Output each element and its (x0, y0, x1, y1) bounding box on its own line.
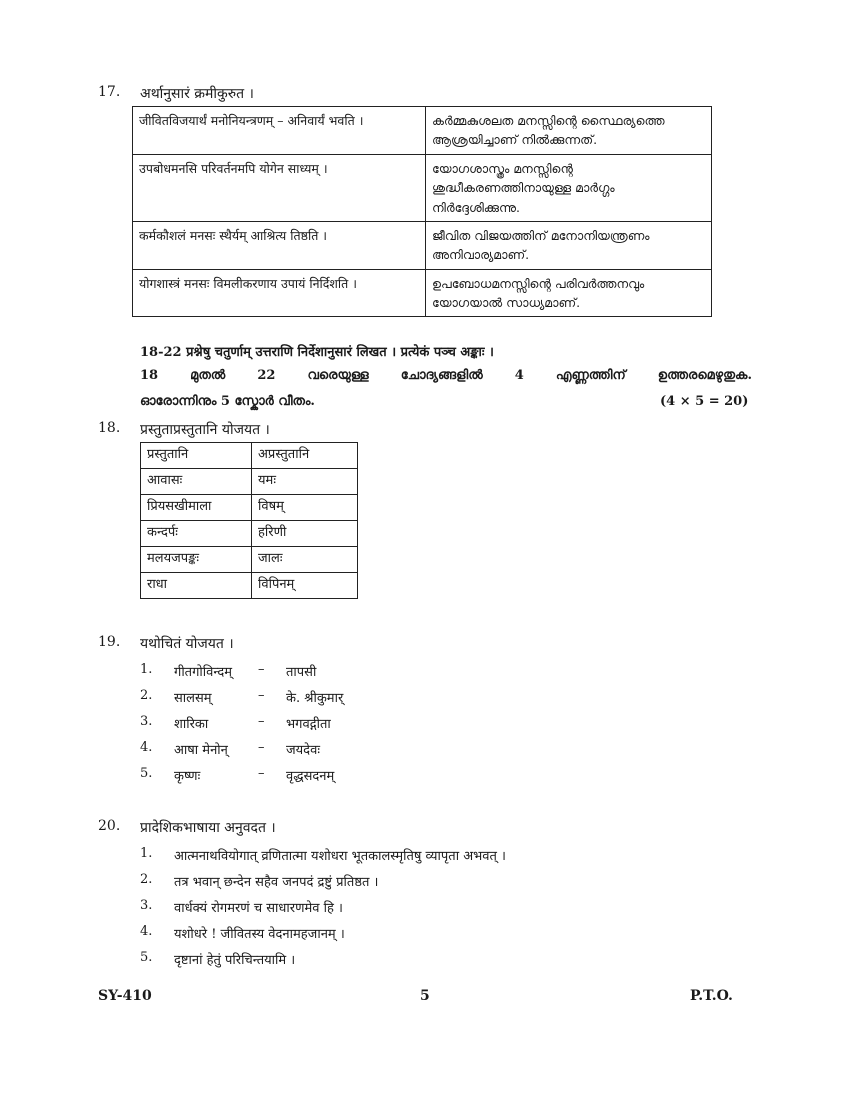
table-cell: जालः (252, 547, 358, 573)
list-item-number: 5. (140, 950, 153, 965)
list-item-number: 1. (140, 846, 153, 861)
translate-sentence: यशोधरे ! जीवितस्य वेदनामहजानम् । (174, 927, 345, 942)
match-left: शारिका (174, 717, 209, 732)
instruction-word: 4 (514, 368, 524, 383)
q18-title: प्रस्तुताप्रस्तुतानि योजयत । (140, 422, 270, 438)
table-cell: विषम् (252, 495, 358, 521)
match-left: कृष्णः (174, 769, 201, 784)
instruction-malayalam-line1 (140, 368, 752, 383)
table-cell: हरिणी (252, 521, 358, 547)
table-row (133, 221, 712, 269)
marks-label: (4 × 5 = 20) (660, 394, 749, 409)
q20-number: 20. (98, 818, 121, 834)
list-item-number: 5. (140, 766, 153, 781)
q20-title: प्रादेशिकभाषाया अनुवदत । (140, 820, 276, 836)
instruction-word: ചോദ്യങ്ങളിൽ (400, 368, 483, 383)
q19-number: 19. (98, 634, 121, 650)
match-right: तापसी (286, 665, 317, 680)
list-item-number: 4. (140, 740, 153, 755)
translate-sentence: आत्मनाथवियोगात् व्रणितात्मा यशोधरा भूतकालस्मृतिषु व्यापृता अभवत् । (174, 849, 506, 864)
table-row (133, 269, 712, 317)
pto-label: P.T.O. (690, 988, 733, 1004)
match-left: गीतगोविन्दम् (174, 665, 233, 680)
paper-code: SY-410 (98, 988, 152, 1004)
table-cell: विपिनम् (252, 573, 358, 599)
q18-number: 18. (98, 420, 121, 436)
instruction-word: 18 (140, 368, 159, 383)
table-row (141, 495, 358, 521)
list-item-number: 3. (140, 898, 153, 913)
instruction-word: 22 (257, 368, 276, 383)
translate-sentence: वार्धक्यं रोगमरणं च साधारणमेव हि । (174, 901, 343, 916)
table-cell: कन्दर्पः (141, 521, 252, 547)
match-right: के. श्रीकुमार् (286, 691, 344, 706)
instruction-word: വരെയുള്ള (307, 368, 369, 383)
match-dash: – (258, 662, 265, 677)
q17-sanskrit-cell: जीवितविजयार्थं मनोनियन्त्रणम् – अनिवार्यं भवति । (133, 107, 426, 155)
q17-sanskrit-cell: कर्मकौशलं मनसः स्थैर्यम् आश्रित्य तिष्ठति । (133, 221, 426, 269)
q17-malayalam-cell: ജീവിത വിജയത്തിന് മനോനിയന്ത്രണം അനിവാര്യമാണ്. (426, 221, 712, 269)
q18-table (140, 442, 358, 599)
table-row (133, 107, 712, 155)
translate-sentence: तत्र भवान् छन्देन सहैव जनपदं द्रष्टुं प्रतिष्ठत । (174, 875, 379, 890)
q17-malayalam-cell: കർമ്മകുശലത മനസ്സിന്റെ സ്ഥൈര്യത്തെ ആശ്രയിച്ചാണ് നിൽക്കുന്നത്. (426, 107, 712, 155)
column-header: अप्रस्तुतानि (252, 443, 358, 469)
match-right: जयदेवः (286, 743, 320, 758)
table-header-row (141, 443, 358, 469)
match-right: भगवद्गीता (286, 717, 331, 732)
table-cell: मलयजपङ्कः (141, 547, 252, 573)
match-dash: – (258, 688, 265, 703)
q17-title: अर्थानुसारं क्रमीकुरुत । (140, 86, 254, 102)
instruction-word: മുതൽ (190, 368, 226, 383)
q19-title: यथोचितं योजयत । (140, 636, 234, 652)
table-row (141, 521, 358, 547)
q17-sanskrit-cell: उपबोधमनसि परिवर्तनमपि योगेन साध्यम् । (133, 154, 426, 221)
match-dash: – (258, 766, 265, 781)
instruction-word: ഉത്തരമെഴുതുക. (657, 368, 752, 383)
list-item-number: 2. (140, 688, 153, 703)
column-header: प्रस्तुतानि (141, 443, 252, 469)
q17-number: 17. (98, 84, 121, 100)
table-row (133, 154, 712, 221)
table-row (141, 469, 358, 495)
table-row (141, 547, 358, 573)
list-item-number: 2. (140, 872, 153, 887)
table-cell: यमः (252, 469, 358, 495)
q17-malayalam-cell: യോഗശാസ്ത്രം മനസ്സിന്റെ ശുദ്ധീകരണത്തിനായുള്ള മാർഗ്ഗം നിർദ്ദേശിക്കുന്നു. (426, 154, 712, 221)
match-dash: – (258, 740, 265, 755)
instruction-sanskrit: 18-22 प्रश्नेषु चतुर्णाम् उत्तराणि निर्देशानुसारं लिखत । प्रत्येकं पञ्च अङ्काः । (140, 345, 494, 360)
table-cell: प्रियसखीमाला (141, 495, 252, 521)
q17-malayalam-cell: ഉപബോധമനസ്സിന്റെ പരിവർത്തനവും യോഗയാൽ സാധ്യമാണ്. (426, 269, 712, 317)
list-item-number: 1. (140, 662, 153, 677)
match-right: वृद्धसदनम् (286, 769, 335, 784)
table-cell: राधा (141, 573, 252, 599)
match-left: आषा मेनोन् (174, 743, 228, 758)
table-row (141, 573, 358, 599)
instruction-malayalam-line2: ഓരോന്നിനും 5 സ്കോർ വീതം. (140, 394, 315, 409)
q17-sanskrit-cell: योगशास्त्रं मनसः विमलीकरणाय उपायं निर्दिशति । (133, 269, 426, 317)
match-dash: – (258, 714, 265, 729)
match-left: सालसम् (174, 691, 212, 706)
list-item-number: 4. (140, 924, 153, 939)
page-number: 5 (420, 988, 430, 1004)
instruction-word: എണ്ണത്തിന് (555, 368, 626, 383)
q17-table (132, 106, 712, 317)
translate-sentence: दृष्टानां हेतुं परिचिन्तयामि । (174, 953, 296, 968)
list-item-number: 3. (140, 714, 153, 729)
table-cell: आवासः (141, 469, 252, 495)
